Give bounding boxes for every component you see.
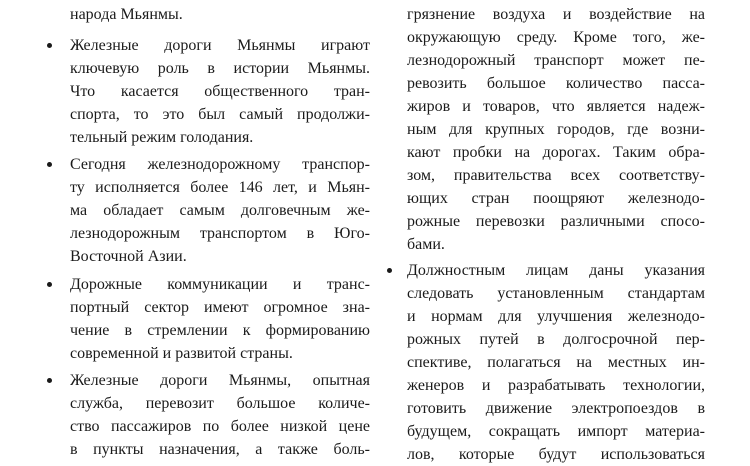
text-line: ющих стран поощряют железнодо- (407, 190, 705, 207)
text-line: Железные дороги Мьянмы, опытная (70, 372, 370, 389)
text-line: следовать установленным стандартам (407, 285, 705, 302)
text-line: жиров и товаров, что является надеж- (407, 98, 705, 115)
text-line: и нормам для улучшения железнодо- (407, 308, 705, 325)
text-line: зом, правительства всех соответству- (407, 167, 705, 184)
text-line: ту исполняется более 146 лет, и Мьян- (70, 179, 370, 196)
text-line: Дорожные коммуникации и транс- (70, 276, 370, 293)
text-line: рожных путей в долгосрочной пер- (407, 331, 705, 348)
bullet-icon (47, 378, 52, 383)
text-line: рожные перевозки различными спосо- (407, 213, 705, 230)
text-line: бами. (407, 236, 445, 253)
bullet-icon (47, 43, 52, 48)
text-line: ревозить большое количество пасса- (407, 75, 705, 92)
text-line: современной и развитой страны. (70, 345, 293, 362)
text-line: в пункты назначения, а также боль- (70, 441, 370, 458)
text-line: лезнодорожный транспорт может пе- (407, 52, 705, 69)
text-line: ключевую роль в истории Мьянмы. (70, 60, 370, 77)
text-line: лезнодорожным транспортом в Юго- (70, 225, 370, 242)
text-line: Восточной Азии. (70, 248, 187, 265)
text-line: грязнение воздуха и воздействие на (407, 6, 705, 23)
text-line: женеров и разрабатывать технологии, (407, 377, 705, 394)
text-line: Должностным лицам даны указания (407, 262, 705, 279)
text-line: спективе, полагаться на местных ин- (407, 354, 705, 371)
continuation-line: народа Мьянмы. (70, 6, 183, 23)
bullet-icon (47, 162, 52, 167)
bullet-icon (47, 282, 52, 287)
text-line: спорта, то это был самый продолжи- (70, 106, 370, 123)
text-line: портный сектор имеют огромное зна- (70, 299, 370, 316)
text-line: окружающую среду. Кроме того, же- (407, 29, 705, 46)
text-line: служба, перевозит большое количе- (70, 395, 370, 412)
text-line: ство пассажиров по более низкой цене (70, 418, 370, 435)
text-line: Сегодня железнодорожному транспор- (70, 156, 370, 173)
bullet-icon (387, 268, 392, 273)
text-line: кают пробки на дорогах. Таким обра- (407, 144, 705, 161)
text-line: тельный режим голодания. (70, 129, 254, 146)
text-line: Железные дороги Мьянмы играют (70, 37, 370, 54)
text-line: готовить движение электропоездов в (407, 400, 705, 417)
text-line: ным для крупных городов, где возни- (407, 121, 705, 138)
text-line: будущем, сокращать импорт материа- (407, 423, 705, 440)
text-line: ма обладает самым долговечным же- (70, 202, 370, 219)
text-line: лов, которые будут использоваться (407, 446, 705, 463)
text-line: чение в стремлении к формированию (70, 322, 370, 339)
text-line: Что касается общественного тран- (70, 83, 370, 100)
